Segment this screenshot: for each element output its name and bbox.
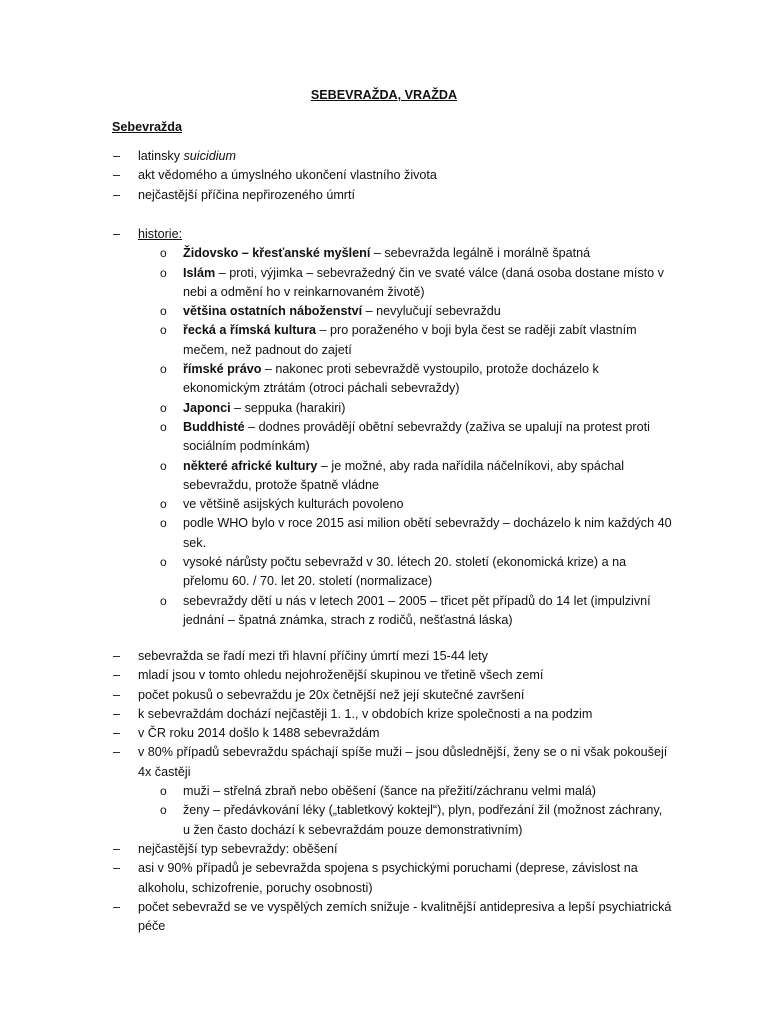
history-item: o Židovsko – křesťanské myšlení – sebevražda legálně i morálně špatná — [0, 244, 768, 263]
bullet-marker: o — [160, 400, 167, 415]
bullet-marker: o — [160, 516, 167, 531]
bullet-marker: o — [160, 784, 167, 799]
history-item: o Japonci – seppuka (harakiri) — [0, 399, 768, 418]
facts-list — [0, 647, 768, 936]
dash-marker: – — [113, 149, 121, 163]
history-item: o Islám – proti, výjimka – sebevražedný čin ve svaté válce (daná osoba dostane místo v nebi a odmění ho v reinkarnovaném životě) — [160, 265, 664, 299]
list-item-history — [0, 225, 768, 244]
history-item: o sebevraždy dětí u nás v letech 2001 – 2005 – třicet pět případů do 14 let (impulzivní jednání – špatná známka, strach z rodičů, nešťastná láska) — [160, 593, 651, 627]
bullet-marker: o — [160, 419, 167, 434]
dash-marker: – — [113, 668, 121, 683]
fact-item: – mladí jsou v tomto ohledu nejohroženější skupinou ve třetině všech zemí — [0, 666, 768, 685]
history-item: o většina ostatních náboženství – nevylučují sebevraždu — [0, 302, 768, 321]
bullet-marker: o — [160, 362, 167, 377]
dash-marker: – — [113, 168, 121, 183]
history-item: o vysoké nárůsty počtu sebevražd v 30. létech 20. století (ekonomická krize) a na přelomu 60. / 70. let 20. století (normalizace) — [160, 555, 627, 589]
bullet-marker: o — [160, 555, 167, 570]
fact-item: – počet pokusů o sebevraždu je 20x četnější než její skutečné završení — [0, 686, 768, 705]
fact-item: – asi v 90% případů je sebevražda spojena s psychickými poruchami (deprese, závislost na alkoholu, schizofrenie, poruchy osobnosti) — [113, 861, 638, 895]
dash-marker: – — [113, 687, 121, 702]
fact-item: – počet sebevražd se ve vyspělých zemích snižuje - kvalitnější antidepresiva a lepší psychiatrická péče — [113, 899, 672, 934]
bullet-marker: o — [160, 458, 167, 473]
gender-item: o muži – střelná zbraň nebo oběšení (šance na přežití/záchranu velmi malá) — [0, 782, 768, 801]
document-title: SEBEVRAŽDA, VRAŽDA — [310, 88, 458, 102]
dash-marker: – — [113, 861, 121, 876]
list-item: – nejčastější příčina nepřirozeného úmrtí — [0, 186, 768, 205]
history-label: historie: — [138, 227, 183, 241]
bullet-marker: o — [160, 323, 167, 338]
dash-marker: – — [113, 726, 121, 741]
history-list — [0, 244, 768, 630]
dash-marker: – — [113, 899, 121, 914]
bullet-marker: o — [160, 304, 167, 319]
list-item: – latinsky suicidium — [0, 147, 768, 166]
history-item: o římské právo – nakonec proti sebevraždě vystoupilo, protože docházelo k ekonomickým ztrátám (otroci páchali sebevraždy) — [160, 362, 599, 396]
gender-item: o ženy – předávkování léky („tabletkový koktejl“), plyn, podřezání žil (možnost záchrany, u žen často dochází k sebevraždám pouze demonstrativním) — [160, 803, 663, 837]
fact-item: – k sebevraždám dochází nejčastěji 1. 1., v obdobích krize společnosti a na podzim — [0, 705, 768, 724]
fact-item: – v 80% případů sebevraždu spáchají spíše muži – jsou důslednější, ženy se o ni však pokoušejí 4x častěji — [113, 745, 668, 779]
dash-marker: – — [113, 745, 121, 760]
bullet-marker: o — [160, 593, 167, 608]
fact-item: – sebevražda se řadí mezi tři hlavní příčiny úmrtí mezi 15-44 lety — [0, 647, 768, 666]
history-item: o podle WHO bylo v roce 2015 asi milion obětí sebevraždy – docházelo k nim každých 40 sek. — [160, 516, 672, 550]
bullet-marker: o — [160, 497, 167, 512]
section-heading: Sebevražda — [112, 120, 183, 134]
history-item: o některé africké kultury – je možné, aby rada nařídila náčelníkovi, aby spáchal sebevraždu, protože špatně vládne — [160, 458, 625, 492]
history-section — [0, 225, 768, 630]
list-item: – akt vědomého a úmyslného ukončení vlastního života — [0, 166, 768, 185]
intro-list — [0, 147, 768, 205]
history-item: o Buddhisté – dodnes provádějí obětní sebevraždy (zaživa se upalují na protest proti sociálním podmínkám) — [160, 419, 650, 454]
dash-marker: – — [113, 649, 121, 663]
fact-item: – nejčastější typ sebevraždy: oběšení — [0, 840, 768, 859]
dash-marker: – — [113, 187, 121, 202]
dash-marker: – — [113, 706, 121, 721]
history-item: o ve většině asijských kulturách povoleno — [0, 495, 768, 514]
bullet-marker: o — [160, 803, 167, 818]
bullet-marker: o — [160, 246, 167, 261]
history-item: o řecká a římská kultura – pro poraženého v boji byla čest se raději zabít vlastním mečem, než padnout do zajetí — [160, 323, 637, 357]
dash-marker: – — [113, 841, 121, 856]
fact-item: – v ČR roku 2014 došlo k 1488 sebevraždám — [0, 724, 768, 743]
bullet-marker: o — [160, 265, 167, 280]
dash-marker: – — [113, 227, 121, 241]
